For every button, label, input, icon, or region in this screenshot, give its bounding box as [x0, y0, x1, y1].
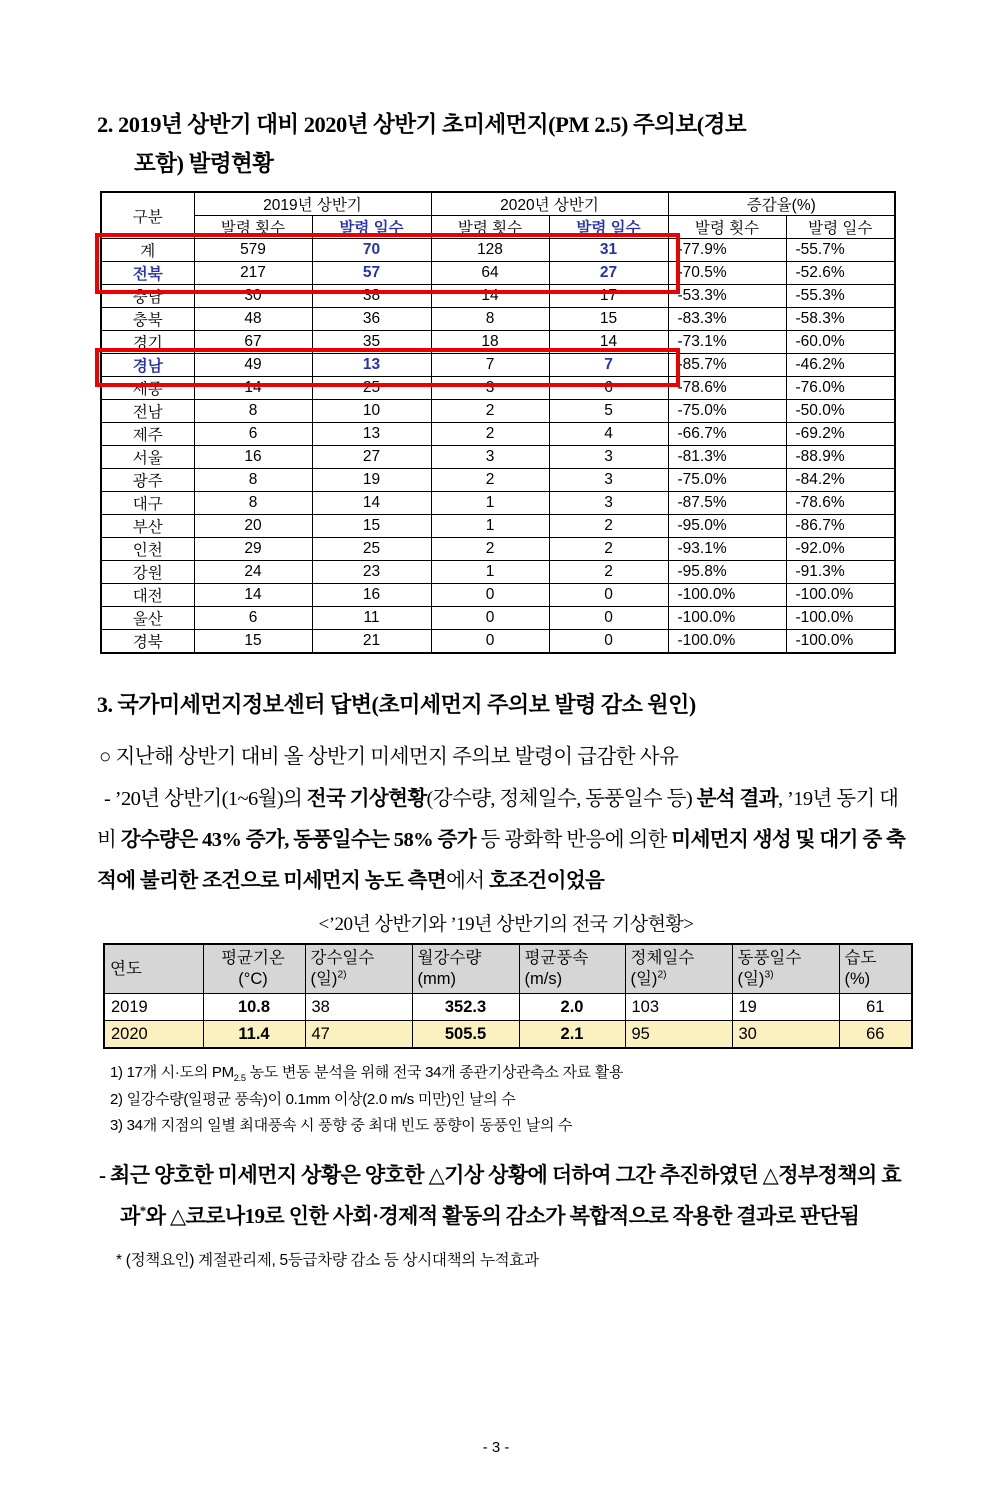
- footnote-line: [110, 1060, 932, 1087]
- analysis-paragraph: [97, 779, 906, 901]
- weather-col-header: [839, 944, 912, 994]
- value-cell: 579: [194, 239, 312, 262]
- value-cell: 13: [312, 354, 431, 377]
- region-cell: 대전: [101, 584, 194, 607]
- text-run: 분석 결과: [696, 788, 778, 811]
- col-header-2020: 2020년 상반기: [431, 192, 668, 216]
- value-cell: 8: [194, 492, 312, 515]
- value-cell: 2: [549, 538, 668, 561]
- value-cell: -85.7%: [668, 354, 786, 377]
- col-header-region: 구분: [101, 192, 194, 239]
- weather-col-header: [625, 944, 732, 994]
- table-row: [101, 262, 895, 285]
- value-cell: -100.0%: [668, 584, 786, 607]
- value-cell: 15: [312, 515, 431, 538]
- value-cell: 103: [625, 994, 732, 1021]
- value-cell: 38: [305, 994, 412, 1021]
- value-cell: 11.4: [203, 1021, 305, 1049]
- sub-header-days-2019: 발령 일수: [312, 216, 431, 239]
- value-cell: -69.2%: [786, 423, 895, 446]
- table-row: [101, 630, 895, 654]
- table-row: [101, 515, 895, 538]
- footnote-line: [110, 1113, 932, 1140]
- value-cell: 3: [549, 446, 668, 469]
- table-row: [101, 423, 895, 446]
- value-cell: 2: [431, 538, 549, 561]
- value-cell: 16: [312, 584, 431, 607]
- header-line2: (일): [310, 970, 338, 989]
- value-cell: 70: [312, 239, 431, 262]
- value-cell: 6: [194, 423, 312, 446]
- sub-header-days-2020: 발령 일수: [549, 216, 668, 239]
- value-cell: 16: [194, 446, 312, 469]
- table-row: [101, 354, 895, 377]
- table-row: [101, 607, 895, 630]
- value-cell: 66: [839, 1021, 912, 1049]
- value-cell: 18: [431, 331, 549, 354]
- value-cell: 47: [305, 1021, 412, 1049]
- value-cell: 48: [194, 308, 312, 331]
- value-cell: -76.0%: [786, 377, 895, 400]
- region-cell: 전남: [101, 400, 194, 423]
- region-cell: 강원: [101, 561, 194, 584]
- value-cell: 13: [312, 423, 431, 446]
- table-row: [101, 377, 895, 400]
- star-footnote: * (정책요인) 계절관리제, 5등급차량 감소 등 상시대책의 누적효과: [116, 1252, 539, 1270]
- value-cell: 31: [549, 239, 668, 262]
- sub-header-count-2020: 발령 횟수: [431, 216, 549, 239]
- value-cell: -88.9%: [786, 446, 895, 469]
- value-cell: 27: [312, 446, 431, 469]
- value-cell: 4: [549, 423, 668, 446]
- value-cell: 1: [431, 492, 549, 515]
- value-cell: 14: [431, 285, 549, 308]
- value-cell: -53.3%: [668, 285, 786, 308]
- value-cell: 0: [431, 607, 549, 630]
- text-run: 2.5: [233, 1073, 246, 1084]
- value-cell: 35: [312, 331, 431, 354]
- value-cell: 1: [431, 515, 549, 538]
- text-run: 에서: [446, 869, 490, 892]
- value-cell: 8: [431, 308, 549, 331]
- value-cell: -55.3%: [786, 285, 895, 308]
- table-row: [101, 492, 895, 515]
- value-cell: 57: [312, 262, 431, 285]
- table-row: [101, 538, 895, 561]
- region-cell: 광주: [101, 469, 194, 492]
- alert-table-wrap: [100, 191, 894, 654]
- value-cell: 0: [549, 607, 668, 630]
- value-cell: -50.0%: [786, 400, 895, 423]
- section2-heading-line2: 포함) 발령현황: [134, 150, 274, 176]
- table-row: [101, 331, 895, 354]
- value-cell: 0: [431, 584, 549, 607]
- value-cell: -100.0%: [786, 584, 895, 607]
- table-row: [101, 446, 895, 469]
- header-line1: 습도: [844, 949, 877, 968]
- header-line1: 평균풍속: [524, 949, 589, 968]
- group-header-row: [101, 192, 895, 216]
- footnote-ref: 2): [337, 969, 347, 981]
- table-row: [101, 469, 895, 492]
- weather-col-header: [104, 944, 203, 994]
- value-cell: 10.8: [203, 994, 305, 1021]
- value-cell: 0: [549, 630, 668, 654]
- page-number: - 3 -: [482, 1439, 510, 1456]
- header-line1: 정체일수: [630, 949, 695, 968]
- value-cell: -95.8%: [668, 561, 786, 584]
- header-line1: 평균기온: [221, 949, 285, 968]
- sub-header-count-change: 발령 횟수: [668, 216, 786, 239]
- value-cell: 30: [732, 1021, 839, 1049]
- header-line1: 월강수량: [417, 949, 482, 968]
- value-cell: -83.3%: [668, 308, 786, 331]
- value-cell: 20: [194, 515, 312, 538]
- footnote-ref: 3): [764, 969, 774, 981]
- value-cell: 29: [194, 538, 312, 561]
- year-cell: 2019: [104, 994, 203, 1021]
- alert-status-table: [100, 191, 896, 654]
- value-cell: -91.3%: [786, 561, 895, 584]
- value-cell: 15: [549, 308, 668, 331]
- header-line2: (m/s): [524, 970, 563, 989]
- value-cell: 11: [312, 607, 431, 630]
- text-run: 와 △코로나19로 인한 사회·경제적 활동의 감소가 복합적으로 작용한 결과로 판단됨: [145, 1204, 860, 1229]
- col-header-change: 증감율(%): [668, 192, 895, 216]
- weather-col-header: [203, 944, 305, 994]
- region-cell: 계: [101, 239, 194, 262]
- region-cell: 대구: [101, 492, 194, 515]
- value-cell: -78.6%: [786, 492, 895, 515]
- header-line2: (mm): [417, 970, 456, 989]
- value-cell: 7: [431, 354, 549, 377]
- table-row: [104, 1021, 912, 1049]
- value-cell: -55.7%: [786, 239, 895, 262]
- value-cell: 36: [312, 308, 431, 331]
- section2-heading-line1: 2. 2019년 상반기 대비 2020년 상반기 초미세먼지(PM 2.5) 주의보(경보: [97, 112, 747, 137]
- value-cell: 128: [431, 239, 549, 262]
- weather-table: [103, 943, 913, 1049]
- value-cell: 2: [431, 469, 549, 492]
- weather-col-header: [732, 944, 839, 994]
- weather-col-header: [412, 944, 519, 994]
- value-cell: 27: [549, 262, 668, 285]
- value-cell: -77.9%: [668, 239, 786, 262]
- value-cell: 25: [312, 377, 431, 400]
- table-row: [101, 561, 895, 584]
- value-cell: 64: [431, 262, 549, 285]
- value-cell: 0: [431, 630, 549, 654]
- header-line2: (일): [630, 970, 658, 989]
- value-cell: -92.0%: [786, 538, 895, 561]
- region-cell: 부산: [101, 515, 194, 538]
- value-cell: -75.0%: [668, 400, 786, 423]
- value-cell: 2.1: [519, 1021, 625, 1049]
- header-line2: (%): [844, 970, 871, 989]
- value-cell: 7: [549, 354, 668, 377]
- region-cell: 충북: [101, 308, 194, 331]
- value-cell: -78.6%: [668, 377, 786, 400]
- text-run: 3) 34개 지점의 일별 최대풍속 시 풍향 중 최대 빈도 풍향이 동풍인 날의 수: [110, 1117, 573, 1135]
- value-cell: 23: [312, 561, 431, 584]
- table-row: [101, 285, 895, 308]
- weather-table-caption: <’20년 상반기와 ’19년 상반기의 전국 기상현황>: [318, 914, 694, 936]
- value-cell: 67: [194, 331, 312, 354]
- value-cell: -95.0%: [668, 515, 786, 538]
- value-cell: 19: [732, 994, 839, 1021]
- region-cell: 제주: [101, 423, 194, 446]
- text-run: 강수량은 43% 증가, 동풍일수는 58% 증가: [120, 828, 476, 851]
- value-cell: 8: [194, 400, 312, 423]
- table-row: [101, 308, 895, 331]
- value-cell: 0: [549, 584, 668, 607]
- year-cell: 2020: [104, 1021, 203, 1049]
- text-run: 2) 일강수량(일평균 풍속)이 0.1mm 이상(2.0 m/s 미만)인 날의 수: [110, 1090, 516, 1108]
- value-cell: -66.7%: [668, 423, 786, 446]
- value-cell: -100.0%: [786, 630, 895, 654]
- text-run: (강수량, 정체일수, 동풍일수 등): [426, 788, 697, 811]
- footnotes: [110, 1060, 932, 1140]
- value-cell: -87.5%: [668, 492, 786, 515]
- col-header-2019: 2019년 상반기: [194, 192, 431, 216]
- value-cell: 3: [549, 469, 668, 492]
- region-cell: 세종: [101, 377, 194, 400]
- value-cell: -81.3%: [668, 446, 786, 469]
- value-cell: -75.0%: [668, 469, 786, 492]
- header-line1: 연도: [110, 959, 142, 978]
- value-cell: 2: [431, 400, 549, 423]
- value-cell: 352.3: [412, 994, 519, 1021]
- value-cell: 2: [549, 515, 668, 538]
- value-cell: 30: [194, 285, 312, 308]
- section3-bullet: ○ 지난해 상반기 대비 올 상반기 미세먼지 주의보 발령이 급감한 사유: [99, 746, 679, 769]
- value-cell: 61: [839, 994, 912, 1021]
- value-cell: 2.0: [519, 994, 625, 1021]
- weather-col-header: [519, 944, 625, 994]
- table-row: [101, 584, 895, 607]
- value-cell: -93.1%: [668, 538, 786, 561]
- value-cell: 15: [194, 630, 312, 654]
- text-run: , ’19년 동기 대비: [97, 788, 899, 851]
- value-cell: -86.7%: [786, 515, 895, 538]
- sub-header-row: [101, 216, 895, 239]
- value-cell: -70.5%: [668, 262, 786, 285]
- value-cell: 2: [431, 423, 549, 446]
- text-run: 농도 변동 분석을 위해 전국 34개 종관기상관측소 자료 활용: [245, 1064, 624, 1082]
- value-cell: 6: [549, 377, 668, 400]
- value-cell: 17: [549, 285, 668, 308]
- text-run: 등 광화학 반응에 의한: [475, 828, 672, 851]
- table-row: [101, 239, 895, 262]
- table-row: [101, 400, 895, 423]
- region-cell: 인천: [101, 538, 194, 561]
- section2-heading: [97, 106, 932, 183]
- sub-header-days-change: 발령 일수: [786, 216, 895, 239]
- text-run: 1) 17개 시·도의 PM: [110, 1064, 234, 1082]
- value-cell: 14: [194, 377, 312, 400]
- value-cell: -100.0%: [668, 607, 786, 630]
- text-run: 미세먼지 생성 및 대기 중 축적에 불리한 조건으로 미세먼지 농도 측면: [97, 828, 906, 892]
- value-cell: 95: [625, 1021, 732, 1049]
- value-cell: 3: [549, 492, 668, 515]
- region-cell: 울산: [101, 607, 194, 630]
- document-page: [0, 106, 992, 1456]
- value-cell: -58.3%: [786, 308, 895, 331]
- value-cell: 24: [194, 561, 312, 584]
- footnote-ref: 2): [657, 969, 667, 981]
- value-cell: 6: [194, 607, 312, 630]
- header-line1: 강수일수: [310, 949, 375, 968]
- region-cell: 경기: [101, 331, 194, 354]
- header-line2: (일): [737, 970, 765, 989]
- value-cell: -84.2%: [786, 469, 895, 492]
- value-cell: 14: [194, 584, 312, 607]
- value-cell: 25: [312, 538, 431, 561]
- region-cell: 서울: [101, 446, 194, 469]
- text-run: *: [139, 1203, 146, 1219]
- value-cell: 49: [194, 354, 312, 377]
- weather-header-row: [104, 944, 912, 994]
- region-cell: 전북: [101, 262, 194, 285]
- text-run: 전국 기상현황: [306, 788, 427, 811]
- value-cell: 3: [431, 377, 549, 400]
- value-cell: 217: [194, 262, 312, 285]
- value-cell: -46.2%: [786, 354, 895, 377]
- value-cell: 1: [431, 561, 549, 584]
- value-cell: 2: [549, 561, 668, 584]
- value-cell: -60.0%: [786, 331, 895, 354]
- value-cell: 505.5: [412, 1021, 519, 1049]
- value-cell: 14: [549, 331, 668, 354]
- sub-header-count-2019: 발령 횟수: [194, 216, 312, 239]
- value-cell: 5: [549, 400, 668, 423]
- value-cell: 38: [312, 285, 431, 308]
- value-cell: 14: [312, 492, 431, 515]
- value-cell: 21: [312, 630, 431, 654]
- footnote-line: [110, 1087, 932, 1114]
- value-cell: -73.1%: [668, 331, 786, 354]
- weather-col-header: [305, 944, 412, 994]
- value-cell: 3: [431, 446, 549, 469]
- value-cell: -100.0%: [668, 630, 786, 654]
- region-cell: 경남: [101, 354, 194, 377]
- region-cell: 충남: [101, 285, 194, 308]
- table-row: [104, 994, 912, 1021]
- value-cell: 19: [312, 469, 431, 492]
- value-cell: -100.0%: [786, 607, 895, 630]
- value-cell: 8: [194, 469, 312, 492]
- conclusion-paragraph: [99, 1155, 906, 1237]
- value-cell: -52.6%: [786, 262, 895, 285]
- text-run: - 최근 양호한 미세먼지 상황은 양호한 △기상 상황에 더하여 그간 추진하였던 △정부정책의 효과: [99, 1163, 901, 1229]
- region-cell: 경북: [101, 630, 194, 654]
- header-line2: (°C): [238, 970, 268, 989]
- text-run: - ’20년 상반기(1~6월)의: [104, 788, 307, 811]
- value-cell: 10: [312, 400, 431, 423]
- section3-heading: 3. 국가미세먼지정보센터 답변(초미세먼지 주의보 발령 감소 원인): [97, 692, 696, 718]
- header-line1: 동풍일수: [737, 949, 802, 968]
- text-run: 호조건이었음: [489, 869, 605, 892]
